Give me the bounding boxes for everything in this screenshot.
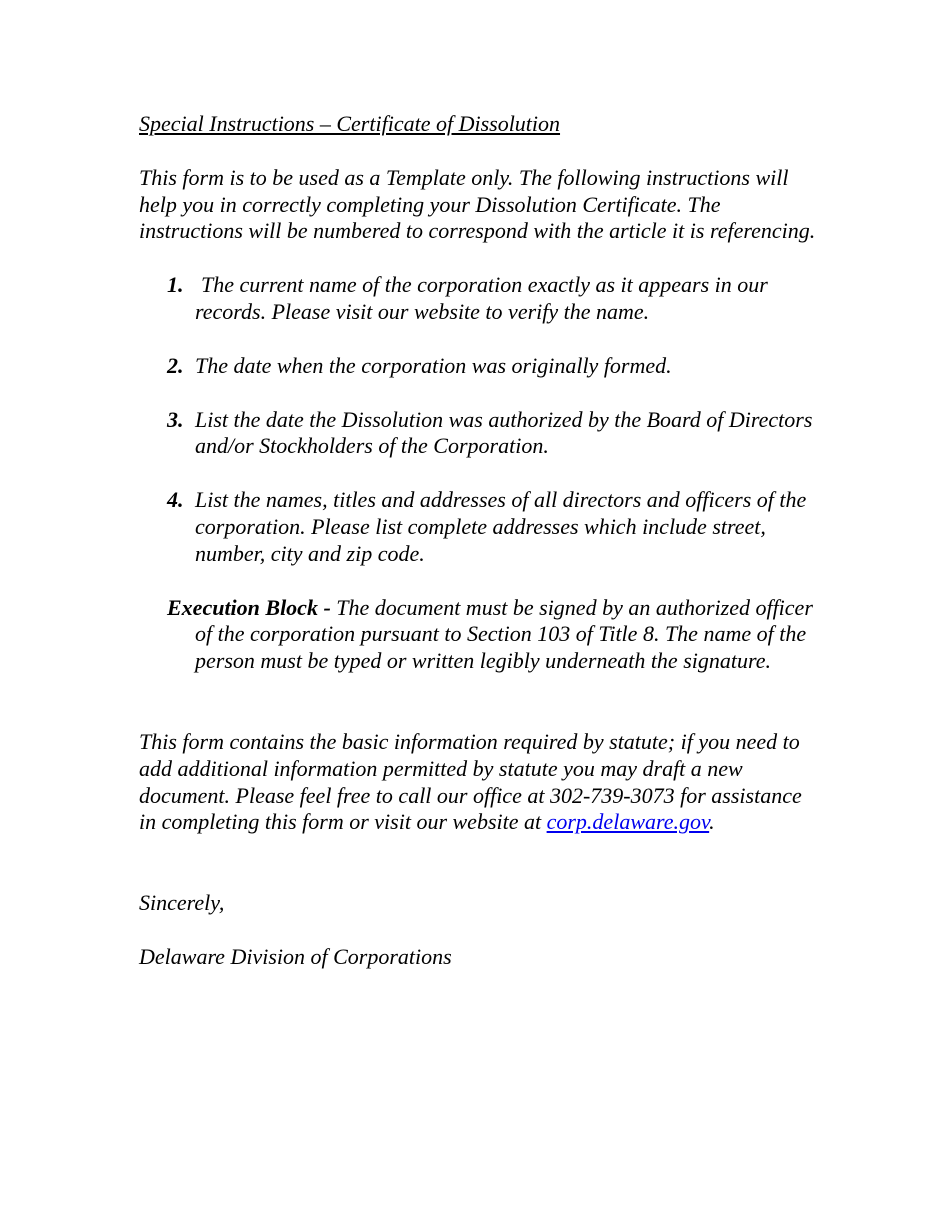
execution-block: [139, 595, 819, 675]
document-page: [139, 111, 819, 971]
item-text: The current name of the corporation exactly as it appears in our records. Please visit our website to verify the name.: [195, 272, 768, 324]
item-text: List the names, titles and addresses of all directors and officers of the corporation. Please list complete addresses which include street, number, city and zip code.: [195, 487, 807, 566]
website-link[interactable]: corp.delaware.gov: [546, 809, 710, 835]
execution-block-label: Execution Block -: [167, 594, 331, 620]
closing-period: .: [709, 809, 715, 835]
list-item: [139, 407, 819, 461]
list-item: [139, 353, 819, 380]
intro-paragraph: This form is to be used as a Template only. The following instructions will help you in correctly completing your Dissolution Certificate. The instructions will be numbered to correspond with the article it is referencing.: [139, 164, 816, 244]
item-text: List the date the Dissolution was authorized by the Board of Directors and/or Stockholders of the Corporation.: [195, 406, 813, 459]
list-item: [139, 272, 819, 326]
item-number: 4.: [167, 487, 184, 513]
closing-text: This form contains the basic information required by statute; if you need to add additional information permitted by statute you may draft a new document. Please feel free to call our office at 302-739-3073 for assistance in completing this form or visit our website at: [139, 728, 802, 835]
item-number: 1.: [167, 272, 184, 298]
instruction-list: [139, 272, 819, 675]
item-number: 2.: [167, 352, 184, 378]
item-text: The date when the corporation was originally formed.: [195, 352, 672, 378]
list-item: [139, 487, 819, 567]
signature-line: Delaware Division of Corporations: [139, 943, 452, 969]
sign-off: Sincerely,: [139, 890, 225, 916]
execution-block-text: The document must be signed by an authorized officer of the corporation pursuant to Section 103 of Title 8. The name of the person must be typed or written legibly underneath the signature.: [195, 594, 813, 674]
page-title: Special Instructions – Certificate of Dissolution: [139, 111, 561, 136]
item-number: 3.: [167, 406, 184, 432]
closing-paragraph: [139, 729, 819, 836]
